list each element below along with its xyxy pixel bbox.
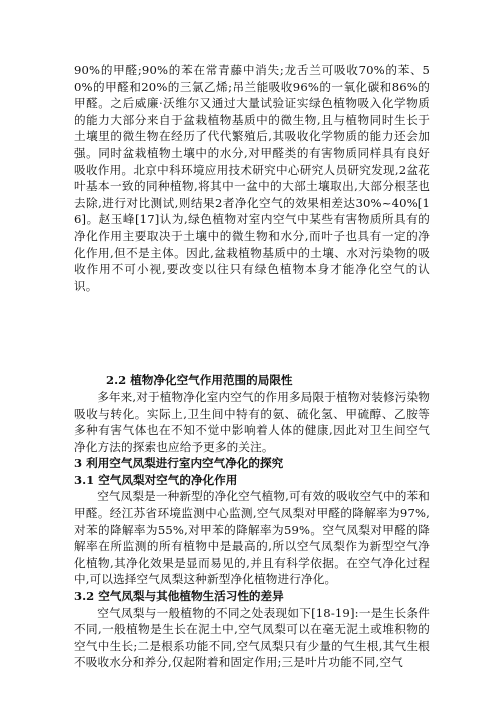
section-heading-3: 3 利用空气凤梨进行室内空气净化的探究 bbox=[74, 456, 284, 471]
body-paragraph-3-1: 空气凤梨是一种新型的净化空气植物,可有效的吸收空气中的苯和甲醛。经江苏省环境监测中心监测,空气凤梨对甲醛的降解率为97%,对苯的降解率为55%,对甲苯的降解率为59%。空气凤梨对甲醛的降解率在所监测的所有植物中是最高的,所以空气凤梨作为新型空气净化植物,其净化效果是显而易见的,并且有科学依据。在空气净化过程中,可以选择空气凤梨这种新型净化植物进行净化。 bbox=[74, 489, 430, 587]
body-paragraph-continued: 90%的甲醛;90%的苯在常青藤中消失;龙舌兰可吸收70%的苯、50%的甲醛和20%的三氯乙烯;吊兰能吸收96%的一氧化碳和86%的甲醛。之后威廉·沃维尔又通过大量试验证实绿色植物吸入化学物质的能力大部分来自于盆栽植物基质中的微生物,且与植物同时生长于土壤里的微生物在经历了代代繁殖后,其吸收化学物质的能力还会加强。同时盆栽植物土壤中的水分,对甲醛类的有害物质同样具有良好吸收作用。北京中科环境应用技术研究中心研究人员研究发现,2盆花叶基本一致的同种植物,将其中一盆中的大部土壤取出,大部分根茎也去除,进行对比测试,则结果2者净化空气的效果相差达30%~40%[16]。赵玉峰[17]认为,绿色植物对室内空气中某些有害物质所具有的净化作用主要取决于土壤中的微生物和水分,而叶子也具有一定的净化作用,但不是主体。因此,盆栽植物基质中的土壤、水对污染物的吸收作用不可小视,要改变以往只有绿色植物本身才能净化空气的认识。 bbox=[74, 63, 430, 293]
blank-gap bbox=[74, 294, 430, 372]
body-paragraph-2-2: 多年来,对于植物净化室内空气的作用多局限于植物对装修污染物吸收与转化。实际上,卫生间中特有的氨、硫化氢、甲硫醇、乙胺等多种有害气体也在不知不觉中影响着人体的健康,因此对卫生间空气净化方法的探索也应给予更多的关注。 bbox=[74, 389, 430, 454]
section-heading-2-2: 2.2 植物净化空气作用范围的局限性 bbox=[106, 373, 293, 388]
section-heading-3-1: 3.1 空气凤梨对空气的净化作用 bbox=[74, 472, 238, 487]
body-paragraph-3-2: 空气凤梨与一般植物的不同之处表现如下[18-19]:一是生长条件不同,一般植物是生长在泥土中,空气凤梨可以在毫无泥土或堆积物的空气中生长;二是根系功能不同,空气凤梨只有少量的气生根,其气生根不吸收水分和养分,仅起附着和固定作用;三是叶片功能不同,空气 bbox=[74, 605, 430, 670]
section-heading-3-2: 3.2 空气凤梨与其他植物生活习性的差异 bbox=[74, 589, 284, 604]
